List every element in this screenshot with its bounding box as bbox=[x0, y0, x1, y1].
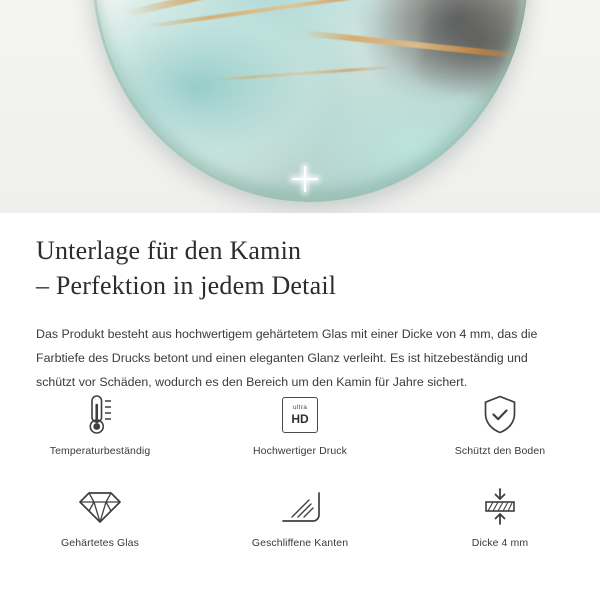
feature-label: Hochwertiger Druck bbox=[253, 445, 347, 457]
ultra-hd-badge-top: ultra bbox=[292, 404, 308, 412]
thermometer-icon bbox=[79, 392, 121, 438]
feature-label: Geschliffene Kanten bbox=[251, 537, 349, 549]
ultra-hd-badge-bottom: HD bbox=[291, 411, 309, 426]
description-paragraph: Das Produkt besteht aus hochwertigem gehärtetem Glas mit einer Dicke von 4 mm, das die Farbtiefe des Drucks betont und einen eleganten Glanz verleiht. Es ist hitzebeständig und schützt vor Schäden, wodurch es den Bereich um den Kamin für Jahre sichert. bbox=[36, 326, 538, 390]
feature-label: Dicke 4 mm bbox=[471, 537, 529, 549]
polished-edges-icon bbox=[279, 484, 321, 530]
thickness-arrows-icon bbox=[479, 484, 521, 530]
feature-label: Gehärtetes Glas bbox=[61, 537, 139, 549]
feature-floor-protection bbox=[400, 392, 600, 472]
feature-temperature-resistant bbox=[0, 392, 200, 472]
feature-thickness bbox=[400, 484, 600, 564]
diamond-icon bbox=[78, 484, 122, 530]
text-content bbox=[0, 213, 600, 394]
feature-grid bbox=[0, 392, 600, 564]
feature-label: Schützt den Boden bbox=[454, 445, 546, 457]
teal-wash bbox=[92, 0, 352, 182]
page-title bbox=[0, 213, 600, 304]
page-title-line-1: Unterlage für den Kamin bbox=[36, 236, 302, 265]
feature-tempered-glass bbox=[0, 484, 200, 564]
page-title-line-2: – Perfektion in jedem Detail bbox=[36, 270, 337, 300]
feature-high-quality-print bbox=[200, 392, 400, 472]
feature-label: Temperaturbeständig bbox=[49, 445, 151, 457]
feature-polished-edges bbox=[200, 484, 400, 564]
ultra-hd-icon bbox=[282, 392, 318, 438]
shield-check-icon bbox=[480, 392, 520, 438]
hero-image bbox=[0, 0, 600, 213]
